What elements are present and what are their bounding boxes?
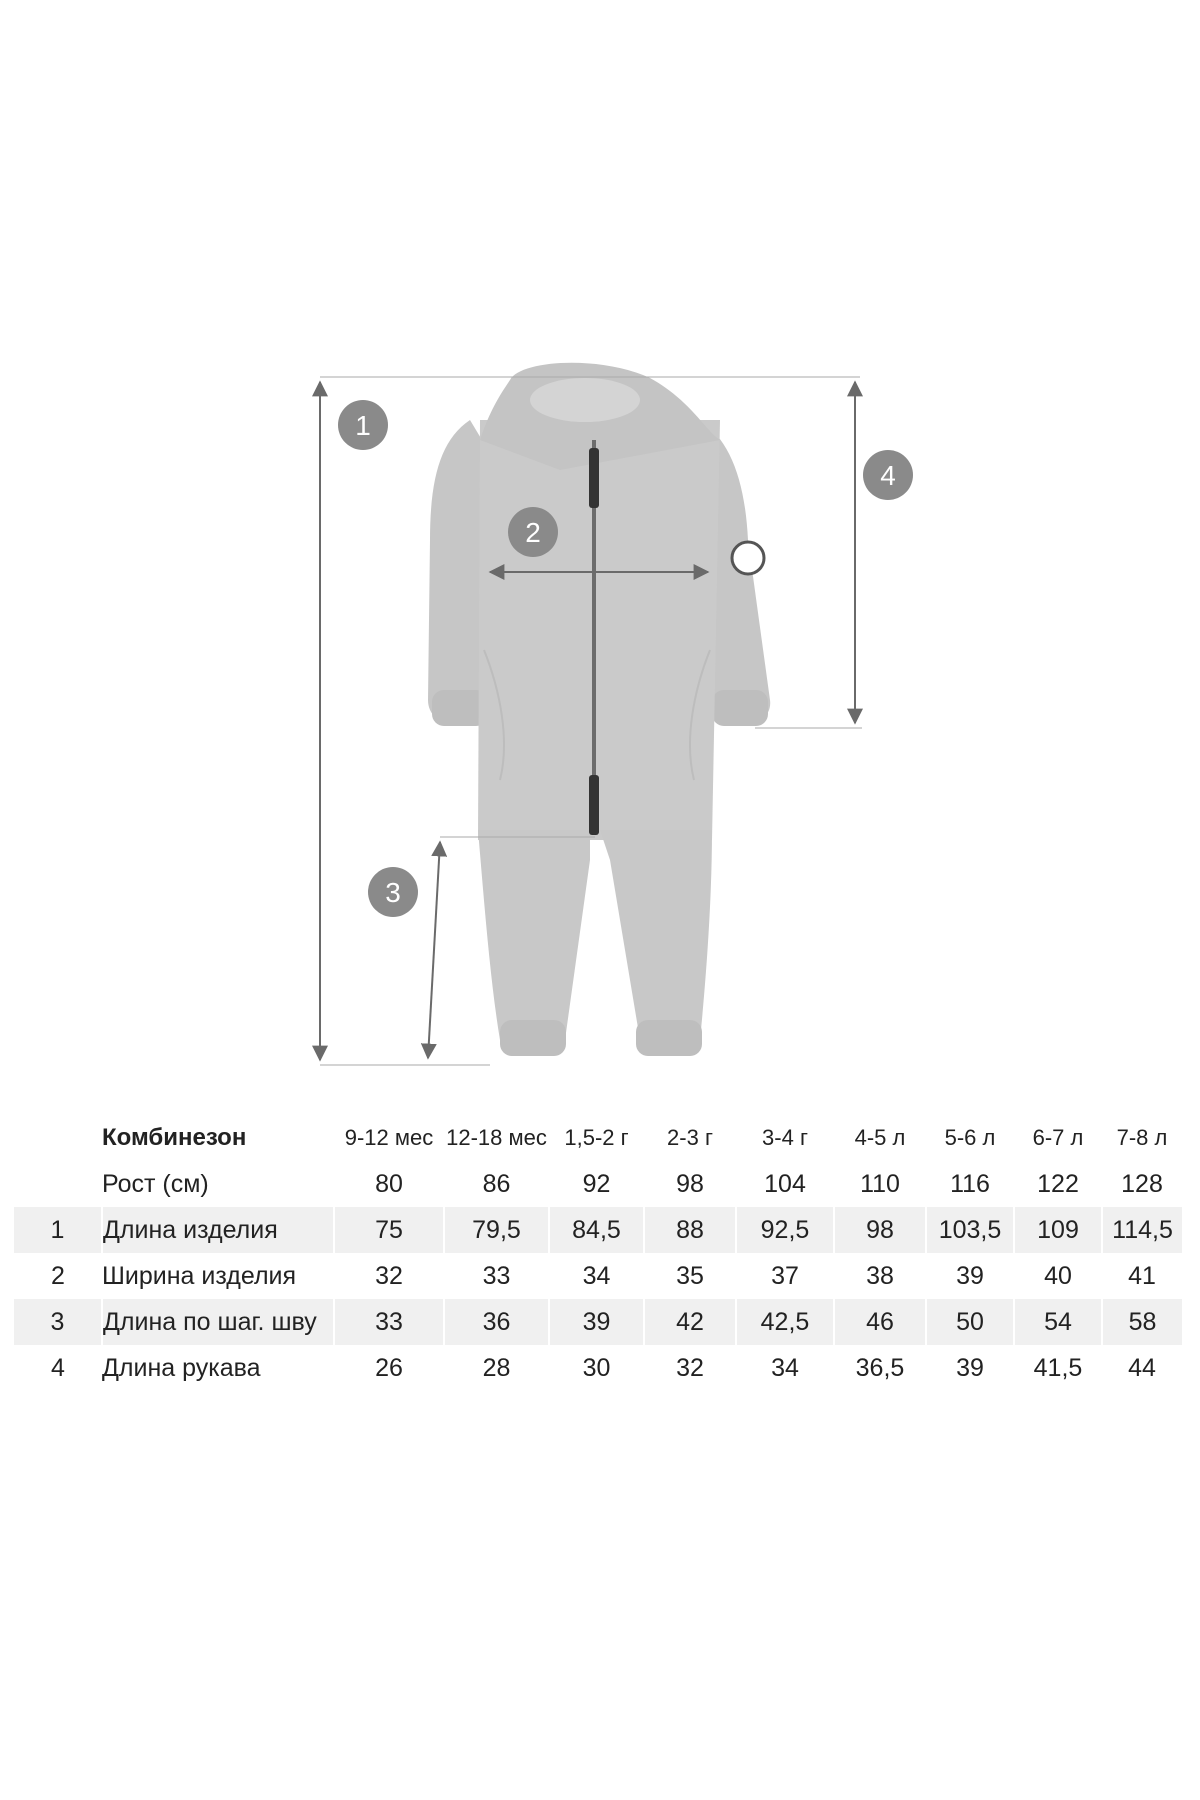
- table-cell: 36: [444, 1299, 549, 1345]
- row-label: Рост (см): [102, 1169, 209, 1198]
- svg-text:1: 1: [355, 410, 371, 441]
- table-row-sleeve: [14, 1345, 1182, 1391]
- size-header: 5-6 л: [944, 1125, 996, 1150]
- table-cell: 75: [334, 1207, 444, 1253]
- table-cell: 98: [676, 1169, 704, 1198]
- table-cell: 35: [676, 1261, 704, 1290]
- table-cell: 41,5: [1033, 1353, 1083, 1382]
- table-cell: 39: [549, 1299, 644, 1345]
- table-cell: 28: [482, 1353, 511, 1382]
- size-header: 6-7 л: [1032, 1125, 1084, 1150]
- marker-2: [508, 507, 558, 557]
- table-cell: 128: [1121, 1169, 1163, 1198]
- table-cell: 84,5: [549, 1207, 644, 1253]
- table-cell: 34: [771, 1353, 799, 1382]
- table-cell: 80: [375, 1169, 403, 1198]
- table-row-height: [14, 1161, 1182, 1207]
- table-cell: 41: [1128, 1261, 1156, 1290]
- table-cell: 86: [482, 1169, 511, 1198]
- table-cell: 32: [676, 1353, 704, 1382]
- table-cell: 122: [1037, 1169, 1079, 1198]
- table-cell: 30: [582, 1353, 611, 1382]
- row-label: Длина по шаг. шву: [102, 1299, 334, 1345]
- size-header: 2-3 г: [667, 1125, 713, 1150]
- table-cell: 92: [582, 1169, 611, 1198]
- svg-text:3: 3: [385, 877, 401, 908]
- table-cell: 34: [582, 1261, 611, 1290]
- size-header: 7-8 л: [1116, 1125, 1168, 1150]
- size-table: [14, 1115, 1182, 1391]
- table-cell: 50: [926, 1299, 1014, 1345]
- table-cell: 116: [950, 1169, 990, 1198]
- row-number: [14, 1161, 102, 1207]
- table-row-width: [14, 1253, 1182, 1299]
- row-label: Длина рукава: [102, 1353, 261, 1382]
- table-cell: 40: [1044, 1261, 1072, 1290]
- svg-text:2: 2: [525, 517, 541, 548]
- table-cell: 92,5: [736, 1207, 834, 1253]
- table-cell: 36,5: [855, 1353, 905, 1382]
- table-cell: 46: [834, 1299, 926, 1345]
- size-header: 4-5 л: [854, 1125, 906, 1150]
- marker-1: [338, 400, 388, 450]
- table-cell: 104: [764, 1169, 806, 1198]
- marker-4: [863, 450, 913, 500]
- table-cell: 33: [334, 1299, 444, 1345]
- table-cell: 37: [771, 1261, 799, 1290]
- table-row-length: [14, 1207, 1182, 1253]
- row-label: Длина изделия: [102, 1207, 334, 1253]
- size-header: 9-12 мес: [344, 1125, 434, 1150]
- table-cell: 32: [375, 1261, 403, 1290]
- table-cell: 109: [1014, 1207, 1102, 1253]
- table-title: Комбинезон: [102, 1124, 247, 1151]
- table-cell: 26: [375, 1353, 403, 1382]
- measure-4-line: [755, 382, 862, 728]
- jumpsuit-illustration: [428, 363, 770, 1056]
- marker-3: [368, 867, 418, 917]
- table-cell: 39: [956, 1261, 984, 1290]
- size-header: 12-18 мес: [446, 1125, 547, 1150]
- table-cell: 39: [956, 1353, 984, 1382]
- size-table-container: [14, 1115, 1182, 1391]
- row-number: 3: [14, 1299, 102, 1345]
- table-cell: 79,5: [444, 1207, 549, 1253]
- svg-text:4: 4: [880, 460, 896, 491]
- row-label: Ширина изделия: [102, 1261, 297, 1290]
- row-number: 4: [51, 1353, 65, 1382]
- table-cell: 110: [860, 1169, 900, 1198]
- size-header: 1,5-2 г: [564, 1125, 629, 1150]
- table-cell: 54: [1014, 1299, 1102, 1345]
- table-cell: 42,5: [736, 1299, 834, 1345]
- table-cell: 44: [1128, 1353, 1156, 1382]
- table-cell: 103,5: [926, 1207, 1014, 1253]
- row-number: 2: [51, 1261, 65, 1290]
- table-cell: 114,5: [1102, 1207, 1182, 1253]
- table-cell: 42: [644, 1299, 736, 1345]
- table-cell: 38: [866, 1261, 894, 1290]
- table-cell: 33: [482, 1261, 511, 1290]
- table-cell: 58: [1102, 1299, 1182, 1345]
- size-header: 3-4 г: [762, 1125, 808, 1150]
- table-row-inseam: [14, 1299, 1182, 1345]
- row-number: 1: [14, 1207, 102, 1253]
- table-cell: 88: [644, 1207, 736, 1253]
- table-cell: 98: [834, 1207, 926, 1253]
- size-header-row: [14, 1115, 1182, 1161]
